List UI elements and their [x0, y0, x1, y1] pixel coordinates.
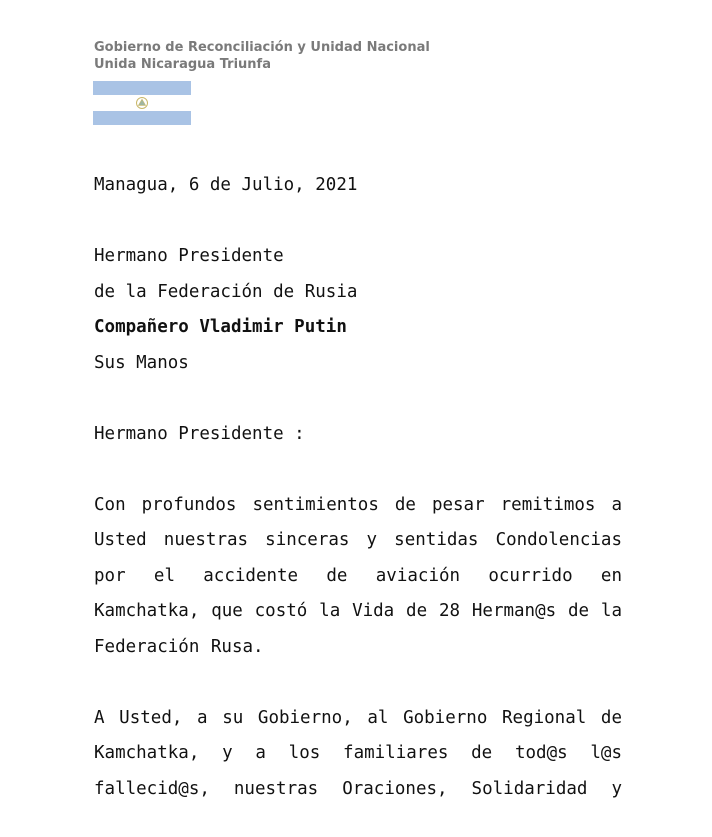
flag-bottom-band	[93, 111, 191, 125]
letter-date: Managua, 6 de Julio, 2021	[94, 175, 358, 195]
letterhead-government-name: Gobierno de Reconciliación y Unidad Nacional	[94, 40, 430, 55]
letter-salutation: Hermano Presidente :	[94, 423, 305, 444]
recipient-name: Compañero Vladimir Putin	[94, 317, 347, 337]
nicaragua-coat-of-arms-icon	[135, 96, 149, 110]
letterhead-slogan: Unida Nicaragua Triunfa	[94, 57, 271, 72]
letter-body	[94, 168, 622, 807]
recipient-delivery: Sus Manos	[94, 352, 189, 373]
nicaragua-flag	[93, 81, 191, 125]
recipient-title: Hermano Presidente	[94, 246, 284, 266]
letter-paragraph-1: Con profundos sentimientos de pesar remitimos a Usted nuestras sinceras y sentidas Condolencias por el accidente de aviación ocurrido en Kamchatka, que costó la Vida de 28 Herman@s de la Federación Rusa.	[94, 494, 622, 657]
letterhead	[94, 39, 430, 73]
recipient-country: de la Federación de Rusia	[94, 281, 358, 302]
letter-paragraph-2: A Usted, a su Gobierno, al Gobierno Regional de Kamchatka, y a los familiares de tod@s l@s fallecid@s, nuestras Oraciones, Solidaridad y	[94, 707, 622, 799]
flag-top-band	[93, 81, 191, 95]
